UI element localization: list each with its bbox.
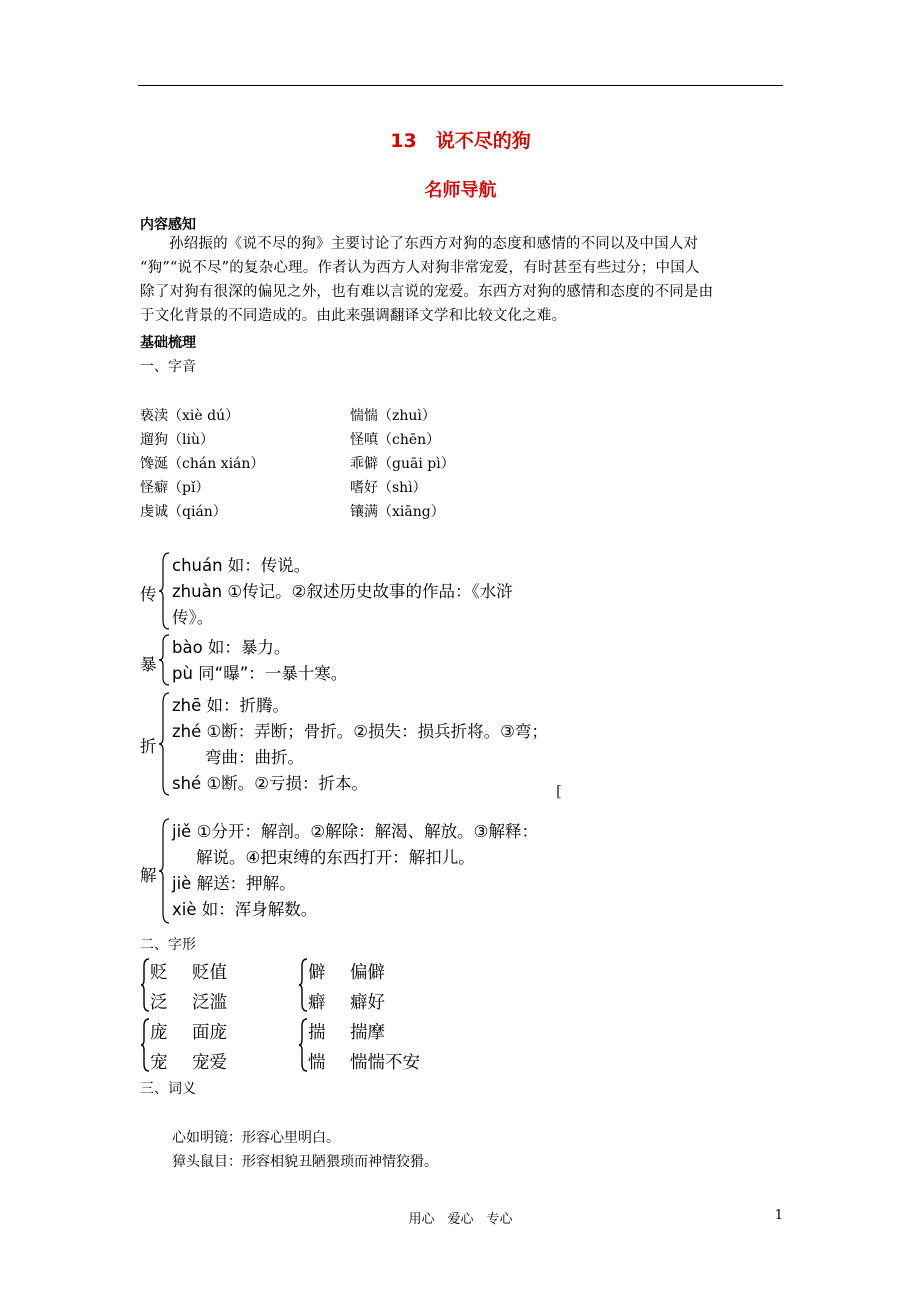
pronunciation-item: 遛狗（liù） xyxy=(140,432,214,448)
pronunciation-item: 虔诚（qián） xyxy=(140,504,227,520)
pronunciation-item: 惴惴（zhuì） xyxy=(350,408,436,424)
shape-word: 揣摩 xyxy=(350,1023,385,1043)
pronunciation-item: 镶满（xiāng） xyxy=(350,504,445,520)
shape-char: 宠 xyxy=(150,1053,168,1073)
shape-words xyxy=(350,1018,420,1078)
brace-icon xyxy=(158,552,170,630)
poly-line: zhé ①断：弄断；骨折。②损失：损兵折将。③弯； xyxy=(172,722,548,741)
footer-motto: 用心 爱心 专心 xyxy=(408,1212,513,1227)
poly-char: 解 xyxy=(140,866,157,885)
poly-line: chuán 如：传说。 xyxy=(172,556,311,575)
poly-line: jiè 解送：押解。 xyxy=(172,874,296,893)
poly-char: 折 xyxy=(140,737,157,756)
pronunciation-item: 亵渎（xiè dú） xyxy=(140,408,240,424)
shape-char: 贬 xyxy=(150,963,168,983)
header-rule xyxy=(138,85,783,86)
shape-char: 揣 xyxy=(308,1023,326,1043)
meaning-item: 獐头鼠目：形容相貌丑陋猥琐而神情狡猾。 xyxy=(172,1154,438,1170)
brace-icon xyxy=(158,634,170,686)
brace-icon xyxy=(158,818,170,924)
paragraph-line: “狗”“说不尽”的复杂心理。作者认为西方人对狗非常宠爱，有时甚至有些过分；中国人 xyxy=(140,260,700,276)
subsection-meaning: 三、词义 xyxy=(140,1081,196,1097)
brace-icon xyxy=(140,958,150,1012)
shape-chars xyxy=(308,1018,326,1078)
content-paragraph xyxy=(140,232,782,328)
shape-word: 惴惴不安 xyxy=(350,1053,420,1073)
subsection-shape: 二、字形 xyxy=(140,937,196,953)
page-footer xyxy=(138,1208,783,1227)
poly-char: 暴 xyxy=(140,655,157,674)
shape-char: 癖 xyxy=(308,993,326,1013)
shape-word: 贬值 xyxy=(192,963,227,983)
paragraph-line: 于文化背景的不同造成的。由此来强调翻译文学和比较文化之难。 xyxy=(140,308,567,324)
shape-word: 偏僻 xyxy=(350,963,385,983)
brace-icon xyxy=(158,692,170,796)
poly-line: 弯曲：曲折。 xyxy=(205,748,304,767)
page-title: 13 说不尽的狗 xyxy=(390,130,531,152)
poly-line: xiè 如：浑身解数。 xyxy=(172,900,318,919)
shape-word: 泛滥 xyxy=(192,993,227,1013)
meaning-item: 心如明镜：形容心里明白。 xyxy=(172,1130,340,1146)
poly-readings xyxy=(172,819,538,923)
poly-line: bào 如：暴力。 xyxy=(172,638,291,657)
pronunciation-item: 怪嗔（chēn） xyxy=(350,432,441,448)
page-subtitle: 名师导航 xyxy=(424,180,497,201)
poly-line: zhuàn ①传记。②叙述历史故事的作品：《水浒 xyxy=(172,582,513,601)
section-heading-content: 内容感知 xyxy=(140,217,196,233)
poly-line: 解说。④把束缚的东西打开：解扣儿。 xyxy=(196,848,475,867)
shape-char: 僻 xyxy=(308,963,326,983)
shape-char: 泛 xyxy=(150,993,168,1013)
poly-line: zhē 如：折腾。 xyxy=(172,696,290,715)
poly-readings xyxy=(172,553,513,631)
shape-words xyxy=(350,958,385,1018)
brace-icon xyxy=(140,1018,150,1072)
pronunciation-item: 馋涎（chán xián） xyxy=(140,456,265,472)
poly-line: pù 同“曝”：一暴十寒。 xyxy=(172,664,348,683)
brace-icon xyxy=(298,1018,308,1072)
poly-readings xyxy=(172,693,548,797)
poly-line: 传》。 xyxy=(172,608,214,627)
poly-line: jiě ①分开：解剖。②解除：解渴、解放。③解释： xyxy=(172,822,538,841)
pronunciation-item: 怪癖（pǐ） xyxy=(140,480,210,496)
brace-icon xyxy=(298,958,308,1012)
pronunciation-right-column xyxy=(350,404,455,524)
shape-words xyxy=(192,958,227,1018)
shape-word: 癖好 xyxy=(350,993,385,1013)
shape-char: 庞 xyxy=(150,1023,168,1043)
meaning-list xyxy=(172,1126,438,1174)
poly-char: 传 xyxy=(140,585,157,604)
shape-chars xyxy=(150,958,168,1018)
paragraph-line: 除了对狗有很深的偏见之外，也有难以言说的宠爱。东西方对狗的感情和态度的不同是由 xyxy=(140,284,714,300)
shape-word: 宠爱 xyxy=(192,1053,227,1073)
shape-words xyxy=(192,1018,227,1078)
shape-chars xyxy=(308,958,326,1018)
pronunciation-item: 嗜好（shì） xyxy=(350,480,427,496)
subsection-pronunciation: 一、字音 xyxy=(140,359,196,375)
pronunciation-left-column xyxy=(140,404,264,524)
pronunciation-item: 乖僻（guāi pì） xyxy=(350,456,455,472)
paragraph-line: 孙绍振的《说不尽的狗》主要讨论了东西方对狗的态度和感情的不同以及中国人对 xyxy=(169,236,699,252)
section-heading-basics: 基础梳理 xyxy=(140,335,196,351)
poly-line: shé ①断。②亏损：折本。 xyxy=(172,774,369,793)
shape-chars xyxy=(150,1018,168,1078)
page-number: 1 xyxy=(774,1208,783,1223)
shape-char: 惴 xyxy=(308,1053,326,1073)
stray-mark: [ xyxy=(556,782,562,800)
shape-word: 面庞 xyxy=(192,1023,227,1043)
poly-readings xyxy=(172,635,347,687)
